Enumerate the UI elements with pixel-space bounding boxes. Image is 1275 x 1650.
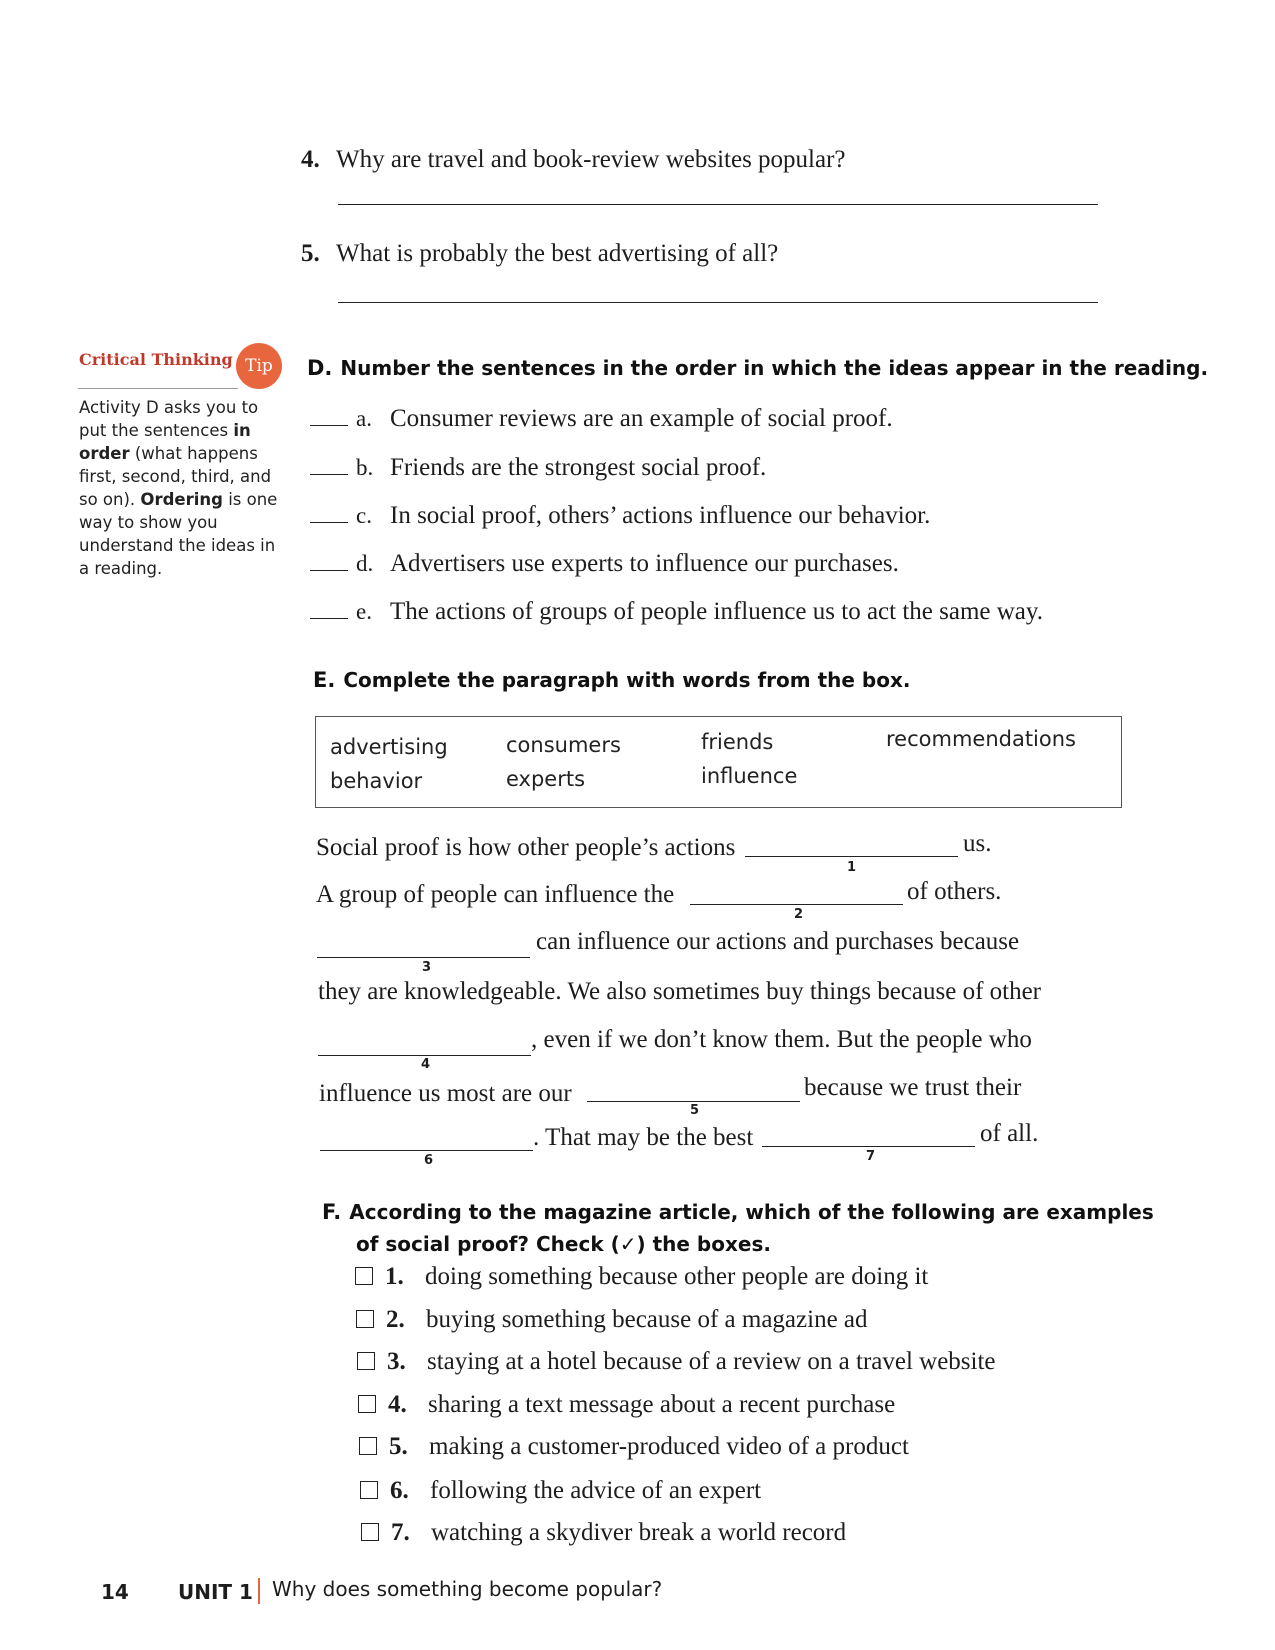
checkbox[interactable]: [358, 1395, 376, 1413]
gap-2[interactable]: [690, 904, 903, 905]
check-item-3: 3. staying at a hotel because of a review on a travel website: [357, 1348, 996, 1376]
checkbox[interactable]: [359, 1437, 377, 1455]
word-box-item: recommendations: [886, 727, 1076, 751]
order-item-e: e. The actions of groups of people influence us to act the same way.: [310, 598, 1043, 632]
paragraph-text: because we trust their: [804, 1074, 1022, 1101]
gap-number: 1: [847, 860, 857, 875]
word-box-item: behavior: [330, 769, 423, 793]
section-f-heading: F. According to the magazine article, which of the following are examples of social proof? Check (✓) the boxes.: [322, 1200, 1154, 1256]
checkbox[interactable]: [355, 1267, 373, 1285]
footer-divider: [258, 1578, 260, 1604]
order-blank[interactable]: [310, 425, 348, 426]
gap-number: 7: [866, 1149, 876, 1164]
unit-label: UNIT 1: [178, 1580, 253, 1604]
check-item-2: 2. buying something because of a magazine ad: [356, 1306, 868, 1334]
tip-badge: Tip: [236, 343, 282, 389]
word-box-item: experts: [506, 767, 586, 791]
gap-1[interactable]: [745, 856, 958, 857]
word-box: [315, 716, 1122, 808]
gap-number: 3: [422, 960, 432, 975]
check-item-1: 1. doing something because other people are doing it: [355, 1263, 928, 1291]
answer-line-5[interactable]: [338, 302, 1098, 303]
question-text: What is probably the best advertising of all?: [336, 240, 779, 267]
paragraph-text: . That may be the best: [533, 1124, 754, 1151]
gap-4[interactable]: [318, 1055, 531, 1056]
gap-6[interactable]: [320, 1150, 533, 1151]
word-box-item: influence: [701, 764, 798, 788]
answer-line-4[interactable]: [338, 204, 1098, 205]
gap-number: 5: [690, 1103, 700, 1118]
checkbox[interactable]: [361, 1523, 379, 1541]
order-blank[interactable]: [310, 618, 348, 619]
order-item-d: d. Advertisers use experts to influence our purchases.: [310, 550, 899, 584]
paragraph-text: influence us most are our: [319, 1080, 572, 1107]
gap-7[interactable]: [762, 1146, 975, 1147]
section-e-heading: E. Complete the paragraph with words from the box.: [313, 668, 911, 692]
question-number: 4.: [301, 146, 320, 173]
page-number: 14: [101, 1580, 129, 1604]
gap-number: 2: [794, 907, 804, 922]
paragraph-text: of others.: [907, 878, 1002, 905]
order-blank[interactable]: [310, 474, 348, 475]
paragraph-text: of all.: [980, 1120, 1039, 1147]
question-number: 5.: [301, 240, 320, 267]
checkbox[interactable]: [360, 1481, 378, 1499]
gap-3[interactable]: [317, 957, 530, 958]
order-blank[interactable]: [310, 570, 348, 571]
tip-divider: [78, 388, 238, 389]
gap-number: 6: [424, 1153, 434, 1168]
tip-title: Critical Thinking: [79, 350, 233, 369]
paragraph-text: us.: [963, 830, 992, 857]
order-item-a: a. Consumer reviews are an example of social proof.: [310, 405, 893, 439]
unit-title: Why does something become popular?: [272, 1577, 663, 1601]
check-item-4: 4. sharing a text message about a recent purchase: [358, 1391, 895, 1419]
question-5: [301, 240, 778, 268]
word-box-item: advertising: [330, 735, 448, 759]
order-blank[interactable]: [310, 522, 348, 523]
section-d-heading: D. Number the sentences in the order in which the ideas appear in the reading.: [307, 356, 1209, 380]
paragraph-text: A group of people can influence the: [316, 881, 675, 908]
check-item-7: 7. watching a skydiver break a world record: [361, 1519, 846, 1547]
word-box-item: friends: [701, 730, 774, 754]
paragraph-text: can influence our actions and purchases because: [536, 928, 1020, 955]
paragraph-text: they are knowledgeable. We also sometimes buy things because of other: [318, 978, 1042, 1005]
question-4: [301, 146, 846, 174]
word-box-item: consumers: [506, 733, 621, 757]
gap-number: 4: [421, 1057, 431, 1072]
check-item-6: 6. following the advice of an expert: [360, 1477, 761, 1505]
paragraph-text: , even if we don’t know them. But the people who: [531, 1026, 1032, 1053]
check-item-5: 5. making a customer-produced video of a product: [359, 1433, 909, 1461]
gap-5[interactable]: [587, 1101, 800, 1102]
checkbox[interactable]: [356, 1310, 374, 1328]
paragraph-text: Social proof is how other people’s actions: [316, 834, 736, 861]
question-text: Why are travel and book-review websites popular?: [336, 146, 846, 173]
order-item-c: c. In social proof, others’ actions influence our behavior.: [310, 502, 930, 536]
tip-body: Activity D asks you to put the sentences in order (what happens first, second, third, and so on). Ordering is one way to show you understand the ideas in a reading.: [79, 398, 278, 578]
order-item-b: b. Friends are the strongest social proof.: [310, 454, 766, 488]
checkbox[interactable]: [357, 1352, 375, 1370]
